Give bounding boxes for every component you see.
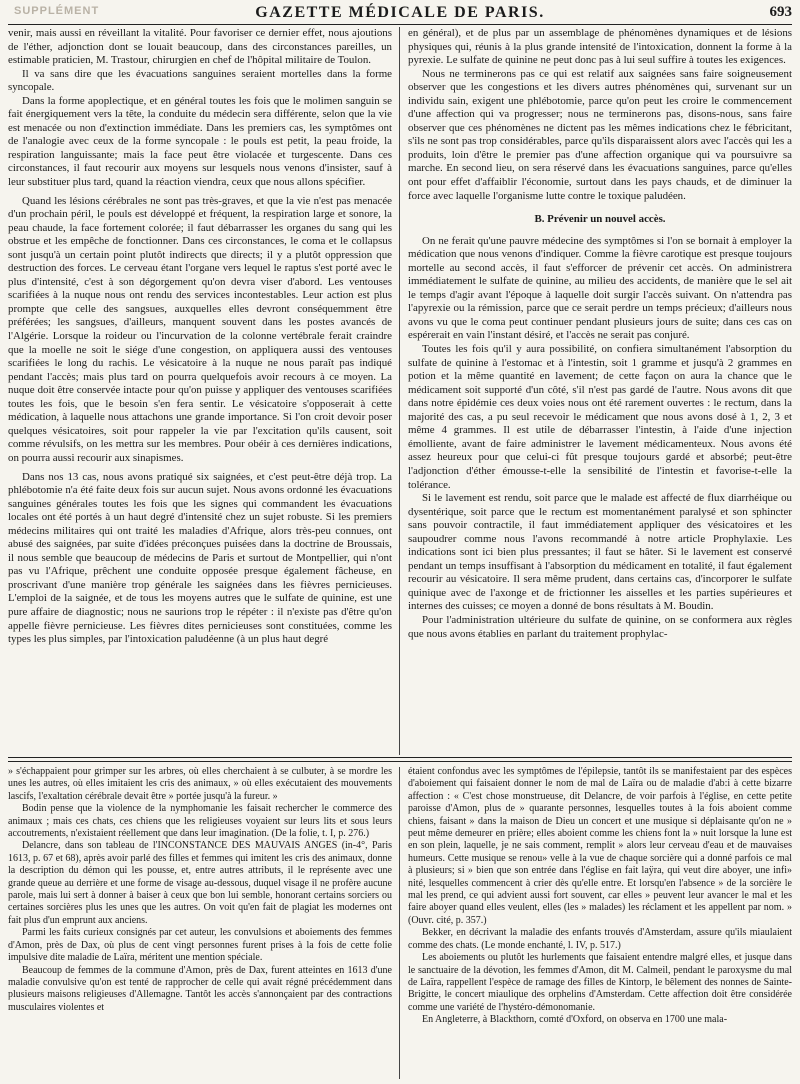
- journal-title: GAZETTE MÉDICALE DE PARIS.: [255, 4, 545, 21]
- paragraph: Quand les lésions cérébrales ne sont pas très-graves, et que la vie n'est pas menacée d'un prochain péril, le pouls est développé et fréquent, la respiration large et sonore, la peau chaude, la face fortement colorée; il faut débarrasser les organes du sang qui les obstrue et les empêche de fonctionner. Dans ces circonstances, le coma et le collapsus sont jusqu'à un certain point plutôt indirects que directs; il y a plutôt oppression que destruction des forces. Le cerveau étant l'organe vers lequel le raptus s'est porté avec le plus d'intensité, c'est à son dégorgement qu'on devra viser d'abord. Les ventouses scarifiées à la nuque nous ont rendu des services incontestables. Leur action est plus prompte que celle des sangsues, auxquelles elles devront conséquemment être préférées; les sangsues, d'ailleurs, manquent souvent dans les postes avancés de l'Algérie. Lorsque la roideur ou l'incurvation de la colonne vertébrale ferait craindre que la moelle ne soit le siége d'une congestion, on appliquera aussi des ventouses scarifiées le long du rachis. Le vésicatoire à la nuque ne nous paraît pas indiqué pendant l'accès; mais plus tard on pourra quelquefois avoir recours à ce moyen. La nuque doit être conservée intacte pour qu'on puisse y appliquer des ventouses scarifiées toutes les fois, que le besoin s'en fera sentir. Le vésicatoire s'opposerait à cette médication, à laquelle nous attachons une grande importance. Si l'on croit devoir poser quelques vésicatoires, soit pour rappeler la vie par l'excitation qu'ils causent, soit comme révulsifs, on les mettra sur les membres. Pour obéir à ces dernières indications, on pourra aussi recourir aux sinapismes.: [8, 194, 392, 464]
- paragraph: Les aboiements ou plutôt les hurlements que faisaient entendre malgré elles, et jusque dans le sanctuaire de la dévotion, les femmes d'Amon, dit M. Calmeil, pendant le paroxysme du mal de Laïra, rappellent l'espèce de ramage des filles de Kintorp, le bêlement des nonnes de Sainte-Brigitte, le concert miaulique des orphelins d'Amsterdam. Cette affection doit être considérée comme une variété de l'hystéro-démonomanie.: [408, 952, 792, 1013]
- section-divider: [8, 761, 792, 762]
- paragraph: Bodin pense que la violence de la nymphomanie les faisait rechercher le commerce des animaux ; mais ces chats, ces chiens que les religieuses voyaient sur leurs lits et sous leurs accoutrements, n'existaient réellement que dans leur imagination. (De la folie, t. I, p. 276.): [8, 803, 392, 840]
- paragraph: Bekker, en décrivant la maladie des enfants trouvés d'Amsterdam, assure qu'ils miaulaient comme des chats. (Le monde enchanté, l. IV, p. 517.): [408, 927, 792, 951]
- column-divider: [399, 767, 400, 1079]
- paragraph: Pour l'administration ultérieure du sulfate de quinine, on se conformera aux règles que nous avons établies en parlant du traitement prophylac-: [408, 613, 792, 640]
- paragraph: Toutes les fois qu'il y aura possibilité, on confiera simultanément l'absorption du sulfate de quinine à l'estomac et à l'intestin, soit 1 gramme et jusqu'à 2 grammes en potion et la même quantité en lavement; de cette façon on aura la chance que le médicament soit supporté d'un côté, s'il n'est pas gardé de l'autre. Nous avons dit que dans notre épidémie ces deux voies nous ont été rarement ouvertes : le rectum, dans la majorité des cas, a pu seul recevoir le médicament que nous avons dosé à 1, 2, 3 et même 4 grammes. Il est utile de débarrasser l'intestin, à l'aide d'une injection émolliente, avant de faire administrer le lavement médicamenteux. Nous avons été assez heureux pour que celui-ci fût presque toujours gardé et absorbé; peut-être l'adjonction d'éther émousse-t-elle la sensibilité de l'intestin et favorise-t-elle la tolérance.: [408, 343, 792, 491]
- paragraph: Delancre, dans son tableau de l'INCONSTANCE DES MAUVAIS ANGES (in-4°, Paris 1613, p. 67 et 68), après avoir parlé des filles et femmes qui imitent les cris des animaux, donne la description du démon qui les pousse, et, entre autres attributs, il le représente avec une grande queue au derrière et une forme de visage au-dessous, duquel visage il ne profère aucune parole, mais lui sert à donner à baiser à ceux que bon lui semble, honorant certains sorciers ou certaines sorcières plus les unes que les autres. On voit qu'en fait de plagiat les modernes ont fait plus d'un emprunt aux anciens.: [8, 840, 392, 926]
- section-heading: B. Prévenir un nouvel accès.: [534, 213, 666, 226]
- paragraph: En Angleterre, à Blackthorn, comté d'Oxford, on observa en 1700 une mala-: [422, 1014, 728, 1026]
- paragraph: Parmi les faits curieux consignés par cet auteur, les convulsions et aboiements des femmes d'Amon, près de Dax, où plus de cent vingt personnes furent prises à la fois de cette folie impulsive dite maladie de Laïra, méritent une mention spéciale.: [8, 927, 392, 964]
- paragraph: Beaucoup de femmes de la commune d'Amon, près de Dax, furent atteintes en 1613 d'une maladie convulsive qu'on est tenté de rapprocher de celle qui avait régné précédemment dans plusieurs maisons religieuses d'Allemagne. Tantôt les accès s'annonçaient par des contractions musculaires violentes et: [8, 964, 392, 1013]
- column-divider: [399, 27, 400, 755]
- feuilleton-column-left: [8, 766, 392, 1080]
- paragraph: venir, mais aussi en réveillant la vitalité. Pour favoriser ce dernier effet, nous ajoutions de l'éther, adjonction dont se louait beaucoup, dans des circonstances pareilles, un estimable praticien, M. Trastour, chirurgien en chef de l'hôpital militaire de Toulon.: [8, 27, 392, 67]
- paragraph: Dans nos 13 cas, nous avons pratiqué six saignées, et c'est peut-être déjà trop. La phlébotomie n'a été faite deux fois sur aucun sujet. Nous avons ordonné les évacuations sanguines générales toutes les fois que les signes qui commandent les évacuations locales ont été portés à un haut degré d'intensité chez un sujet robuste. Si les premiers médecins militaires qui ont traité les maladies d'Afrique, alors très-peu connues, ont abusé des saignées, par suite d'idées préconçues puisées dans la doctrine de Broussais, il nous semble que beaucoup de médecins de Paris et surtout de Montpellier, qui n'ont pas vu l'Afrique, prêchent une conduite opposée presque également fâcheuse, en proscrivant d'une manière trop générale les saignées dans les fièvres pernicieuses. L'emploi de la saignée, et de tous les moyens autres que le sulfate de quinine, est une pure affaire de diagnostic; nous ne saurions trop le répéter : il n'existe pas d'être qu'on appelle fièvre pernicieuse. Les fièvres dites pernicieuses sont constituées, comme les types les plus simples, par l'intoxication paludéenne (à un plus haut degré: [8, 470, 392, 646]
- feuilleton-column-right: [408, 766, 792, 1080]
- supplement-stamp: SUPPLÉMENT: [14, 5, 100, 17]
- main-column-right: [408, 27, 792, 750]
- page-number: 693: [769, 4, 792, 20]
- paragraph: Nous ne terminerons pas ce qui est relatif aux saignées sans faire soigneusement observer que les congestions et les divers autres phénomènes qui, survenant sur un individu sain, exigent une phlébotomie, parce qu'on peut les croire le commencement d'une affection qui va progresser; nous ne terminerons pas, disons-nous, sans faire observer que ces phénomènes ne dictent pas les mêmes indications chez le fébricitant, s'ils ne sont pas trop considérables, parce qu'ils disparaissent alors avec l'accès qui les a produits, loin d'être le premier pas d'une affection organique qui va poursuivre sa marche. En second lieu, on sera réservé dans les évacuations sanguines, parce qu'elles ont pour effet d'affaiblir l'économie, surtout dans les pays chauds, et de diminuer la force avec laquelle l'organisme lutte contre le toxique paludéen.: [408, 67, 792, 202]
- paragraph: Dans la forme apoplectique, et en général toutes les fois que le molimen sanguin se fait énergiquement vers la tête, la conduite du médecin sera différente, selon que la vie est menacée ou non d'extinction immédiate. Dans les premiers cas, les symptômes ont de l'analogie avec ceux de la forme syncopale : le pouls est petit, la peau froide, la respiration languissante; mais la face peut être violacée et turgescente. Dans ces circonstances, il faut recourir aux moyens sur lesquels nous venons d'insister, sauf à leur substituer plus tard, quand la réaction viendra, ceux que nous allons spécifier.: [8, 94, 392, 189]
- paragraph: » s'échappaient pour grimper sur les arbres, où elles cherchaient à se culbuter, à se mordre les unes les autres, où elles imitaient les cris des animaux, » où elles exécutaient des mouvements lascifs, l'exaltation cérébrale devait être » portée jusqu'à la fureur. »: [8, 766, 392, 802]
- paragraph: étaient confondus avec les symptômes de l'épilepsie, tantôt ils se manifestaient par des espèces d'aboiement qui faisaient donner le nom de mal de Laïra ou de maladie d'ab:i à cette bizarre affection : « C'est chose monstrueuse, dit Delancre, de voir parfois à l'église, en cette petite paroisse d'Amon, plus de » quarante personnes, lesquelles toutes à la fois aboient comme chiens, faisant » dans la maison de Dieu un concert et une musique si déplaisante qu'on ne » peut même demeurer en prière; elles aboient comme les chiens font la » nuit lorsque la lune est en son plein, laquelle, je ne sais comment, remplit » alors leur cerveau d'eau et de mauvaises humeurs. Cette musique se renou» velle à la vue de chaque sorcière qui a donné parfois ce mal à plusieurs; si » bien que son entrée dans l'église en fait laÿra, qui veut dire aboyer, une infi» nité, lesquelles commencent à crier dès qu'elle entre. Et lorsqu'en l'absence » de la sorcière le mal les prend, ce qui advient aussi fort souvent, car elles » peuvent leur avancer le mal et les faire aboyer quand elles veulent, elles (les » malades) les réclament et les appellent par nom. » (Ouvr. cité, p. 357.): [408, 766, 792, 926]
- paragraph: On ne ferait qu'une pauvre médecine des symptômes si l'on se bornait à employer la médication que nous venons d'indiquer. Comme la fièvre carotique est presque toujours mortelle au second accès, il faut s'efforcer de prévenir cet accès. On administrera immédiatement le sulfate de quinine, au milieu des accidents, de manière que le sel ait le temps d'agir avant l'époque à laquelle doit surgir l'accès suivant. On n'attendra pas l'apyrexie ou la rémission, parce que ce serait perdre un temps précieux; d'ailleurs nous avons vu que le coma peut continuer pendant plusieurs jours de suite; dans ces cas on espérerait en vain l'instant désiré, et l'accès ne serait pas conjuré.: [408, 234, 792, 342]
- main-column-left: [8, 27, 392, 750]
- paragraph: Il va sans dire que les évacuations sanguines seraient mortelles dans la forme syncopale.: [8, 67, 392, 94]
- section-divider: [8, 757, 792, 758]
- paragraph: Si le lavement est rendu, soit parce que le malade est affecté de flux diarrhéique ou dysentérique, soit parce que le rectum est momentanément paralysé et son sphincter sans pouvoir contractile, il faut immédiatement appliquer des vésicatoires et les saupoudrer comme nous l'avons recommandé à notre article Prophylaxie. Les indications sont ici bien plus pressantes; il faut se hâter. Si le lavement est conservé pendant un temps insuffisant à l'absorption du médicament en totalité, il faut également recourir au vésicatoire. Il sera même prudent, dans certains cas, d'incorporer le sulfate quinique avec de l'axonge et de frictionner les aisselles et les parties supérieures et internes des cuisses; ce moyen a donné de bons résultats à M. Boudin.: [408, 492, 792, 613]
- running-head: [8, 4, 792, 25]
- paragraph: en général), et de plus par un assemblage de phénomènes dynamiques et de lésions physiques qui, réunis à la plus grande intensité de l'intoxication, donnent la forme à la pyrexie. Le sulfate de quinine ne peut donc pas à lui seul suffire à toutes les exigences.: [408, 27, 792, 67]
